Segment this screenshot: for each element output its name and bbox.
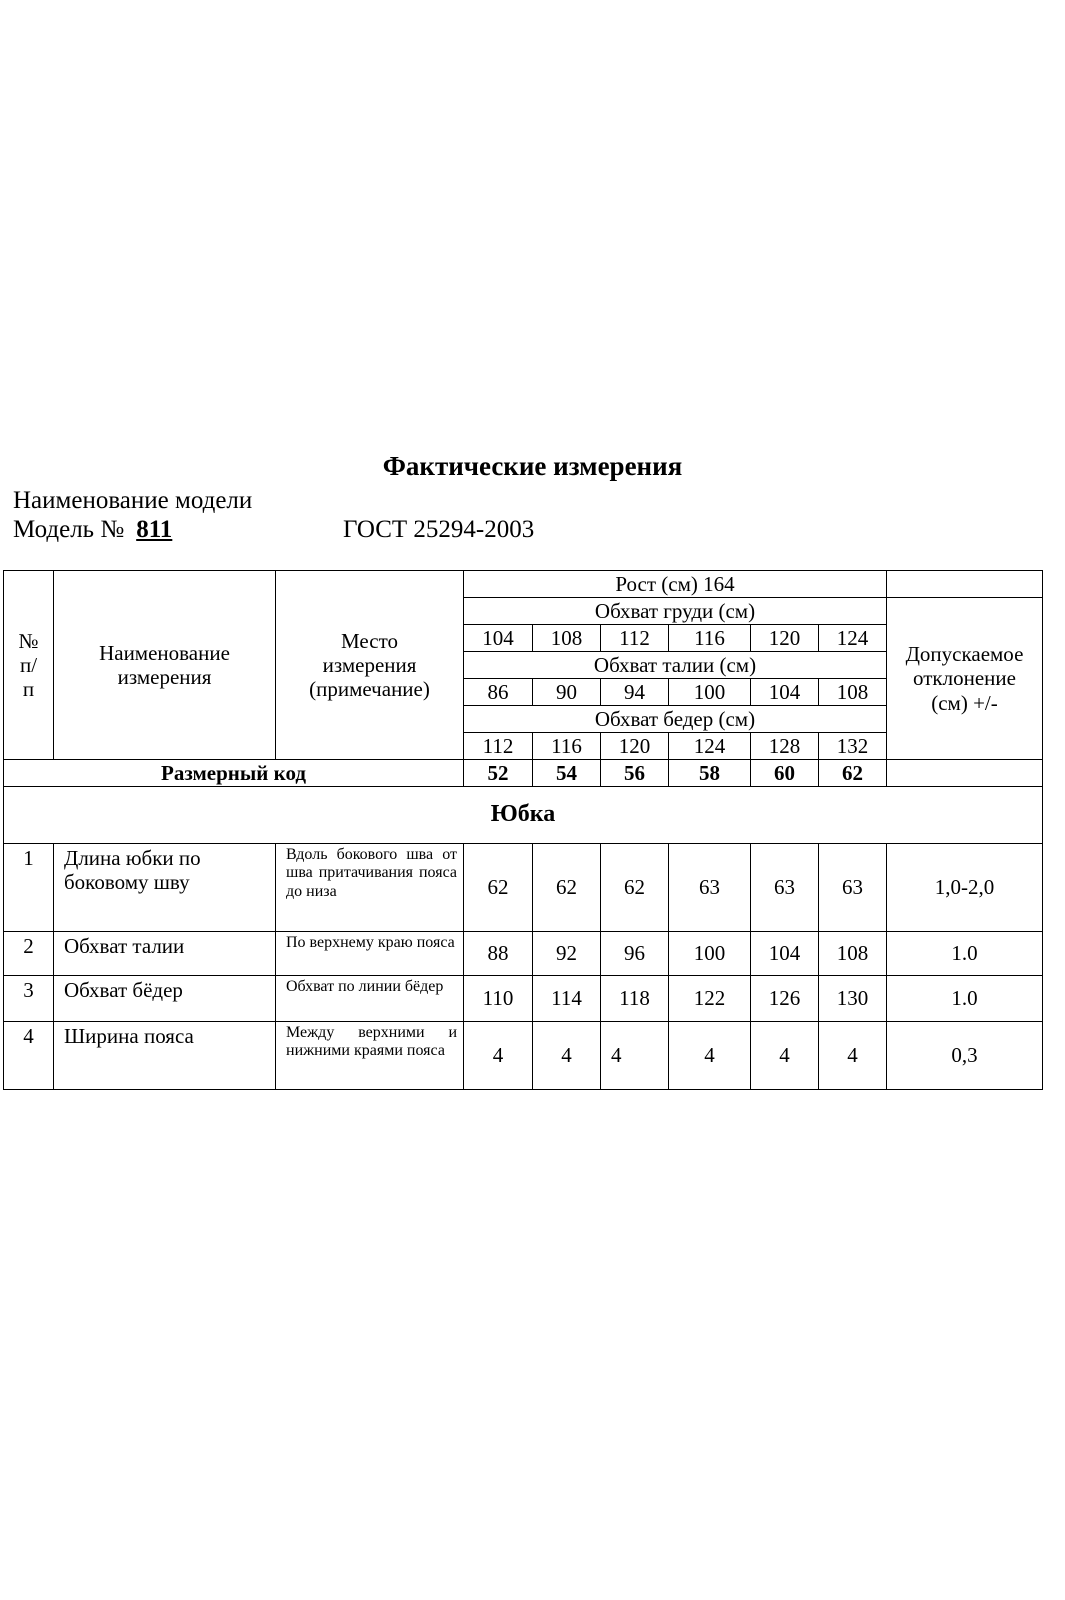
row-value: 114: [533, 976, 601, 1022]
row-name: Обхват талии: [54, 932, 276, 976]
size-code: 60: [751, 760, 819, 787]
row-value: 4: [669, 1022, 751, 1090]
row-note: По верхнему краю пояса: [276, 932, 464, 976]
row-note: Между верхними и нижними краями пояса: [276, 1022, 464, 1090]
section-title: Юбка: [4, 787, 1043, 844]
chest-value: 108: [533, 625, 601, 652]
chest-value: 104: [464, 625, 533, 652]
row-value: 92: [533, 932, 601, 976]
row-value: 126: [751, 976, 819, 1022]
row-number: 1: [4, 844, 54, 932]
row-tolerance: 0,3: [887, 1022, 1043, 1090]
row-value: 96: [601, 932, 669, 976]
header-hips: Обхват бедер (см): [464, 706, 887, 733]
waist-value: 86: [464, 679, 533, 706]
header-measurement-name: Наименование измерения: [54, 571, 276, 760]
row-number: 2: [4, 932, 54, 976]
row-value: 88: [464, 932, 533, 976]
size-code-row: [4, 760, 1043, 787]
row-value: 130: [819, 976, 887, 1022]
measurements-table: [3, 570, 1043, 1090]
row-value: 4: [533, 1022, 601, 1090]
waist-value: 90: [533, 679, 601, 706]
header-blank: [887, 571, 1043, 598]
size-code: 56: [601, 760, 669, 787]
size-code: 58: [669, 760, 751, 787]
row-value: 62: [601, 844, 669, 932]
size-code-label: Размерный код: [4, 760, 464, 787]
header-tolerance: Допускаемое отклонение (см) +/-: [887, 598, 1043, 760]
waist-value: 104: [751, 679, 819, 706]
size-code: 52: [464, 760, 533, 787]
header-chest: Обхват груди (см): [464, 598, 887, 625]
hips-value: 112: [464, 733, 533, 760]
hips-value: 132: [819, 733, 887, 760]
row-value: 62: [464, 844, 533, 932]
waist-value: 94: [601, 679, 669, 706]
model-number-line: [13, 516, 184, 544]
hips-value: 116: [533, 733, 601, 760]
row-value: 62: [533, 844, 601, 932]
model-name-label: Наименование модели: [13, 487, 253, 514]
header-number: № п/ п: [4, 571, 54, 760]
row-value: 63: [751, 844, 819, 932]
row-value: 4: [819, 1022, 887, 1090]
chest-value: 116: [669, 625, 751, 652]
row-name: Обхват бёдер: [54, 976, 276, 1022]
model-label: Модель №: [13, 516, 125, 543]
chest-value: 120: [751, 625, 819, 652]
section-row: [4, 787, 1043, 844]
chest-value: 124: [819, 625, 887, 652]
row-value: 63: [819, 844, 887, 932]
row-name: Ширина пояса: [54, 1022, 276, 1090]
row-tolerance: 1,0-2,0: [887, 844, 1043, 932]
row-value: 118: [601, 976, 669, 1022]
hips-value: 120: [601, 733, 669, 760]
size-code-blank: [887, 760, 1043, 787]
hips-value: 128: [751, 733, 819, 760]
size-code: 54: [533, 760, 601, 787]
row-value: 4: [601, 1022, 669, 1090]
row-number: 4: [4, 1022, 54, 1090]
header-waist: Обхват талии (см): [464, 652, 887, 679]
row-value: 100: [669, 932, 751, 976]
row-name: Длина юбки по боковому шву: [54, 844, 276, 932]
model-number: 811: [136, 516, 173, 543]
row-note: Вдоль бокового шва от шва притачивания пояса до низа: [276, 844, 464, 932]
row-note: Обхват по линии бёдер: [276, 976, 464, 1022]
row-value: 110: [464, 976, 533, 1022]
row-value: 4: [464, 1022, 533, 1090]
row-tolerance: 1.0: [887, 976, 1043, 1022]
chest-value: 112: [601, 625, 669, 652]
hips-value: 124: [669, 733, 751, 760]
header-height: Рост (см) 164: [464, 571, 887, 598]
size-code: 62: [819, 760, 887, 787]
table-row: [4, 1022, 1043, 1090]
page-title: Фактические измерения: [382, 451, 683, 481]
table-row: [4, 932, 1043, 976]
header-measurement-place: Место измерения (примечание): [276, 571, 464, 760]
row-number: 3: [4, 976, 54, 1022]
row-value: 122: [669, 976, 751, 1022]
table-row: [4, 976, 1043, 1022]
gost-standard: ГОСТ 25294-2003: [343, 516, 535, 543]
table-row: [4, 844, 1043, 932]
waist-value: 108: [819, 679, 887, 706]
row-value: 108: [819, 932, 887, 976]
row-tolerance: 1.0: [887, 932, 1043, 976]
waist-value: 100: [669, 679, 751, 706]
row-value: 104: [751, 932, 819, 976]
row-value: 63: [669, 844, 751, 932]
row-value: 4: [751, 1022, 819, 1090]
